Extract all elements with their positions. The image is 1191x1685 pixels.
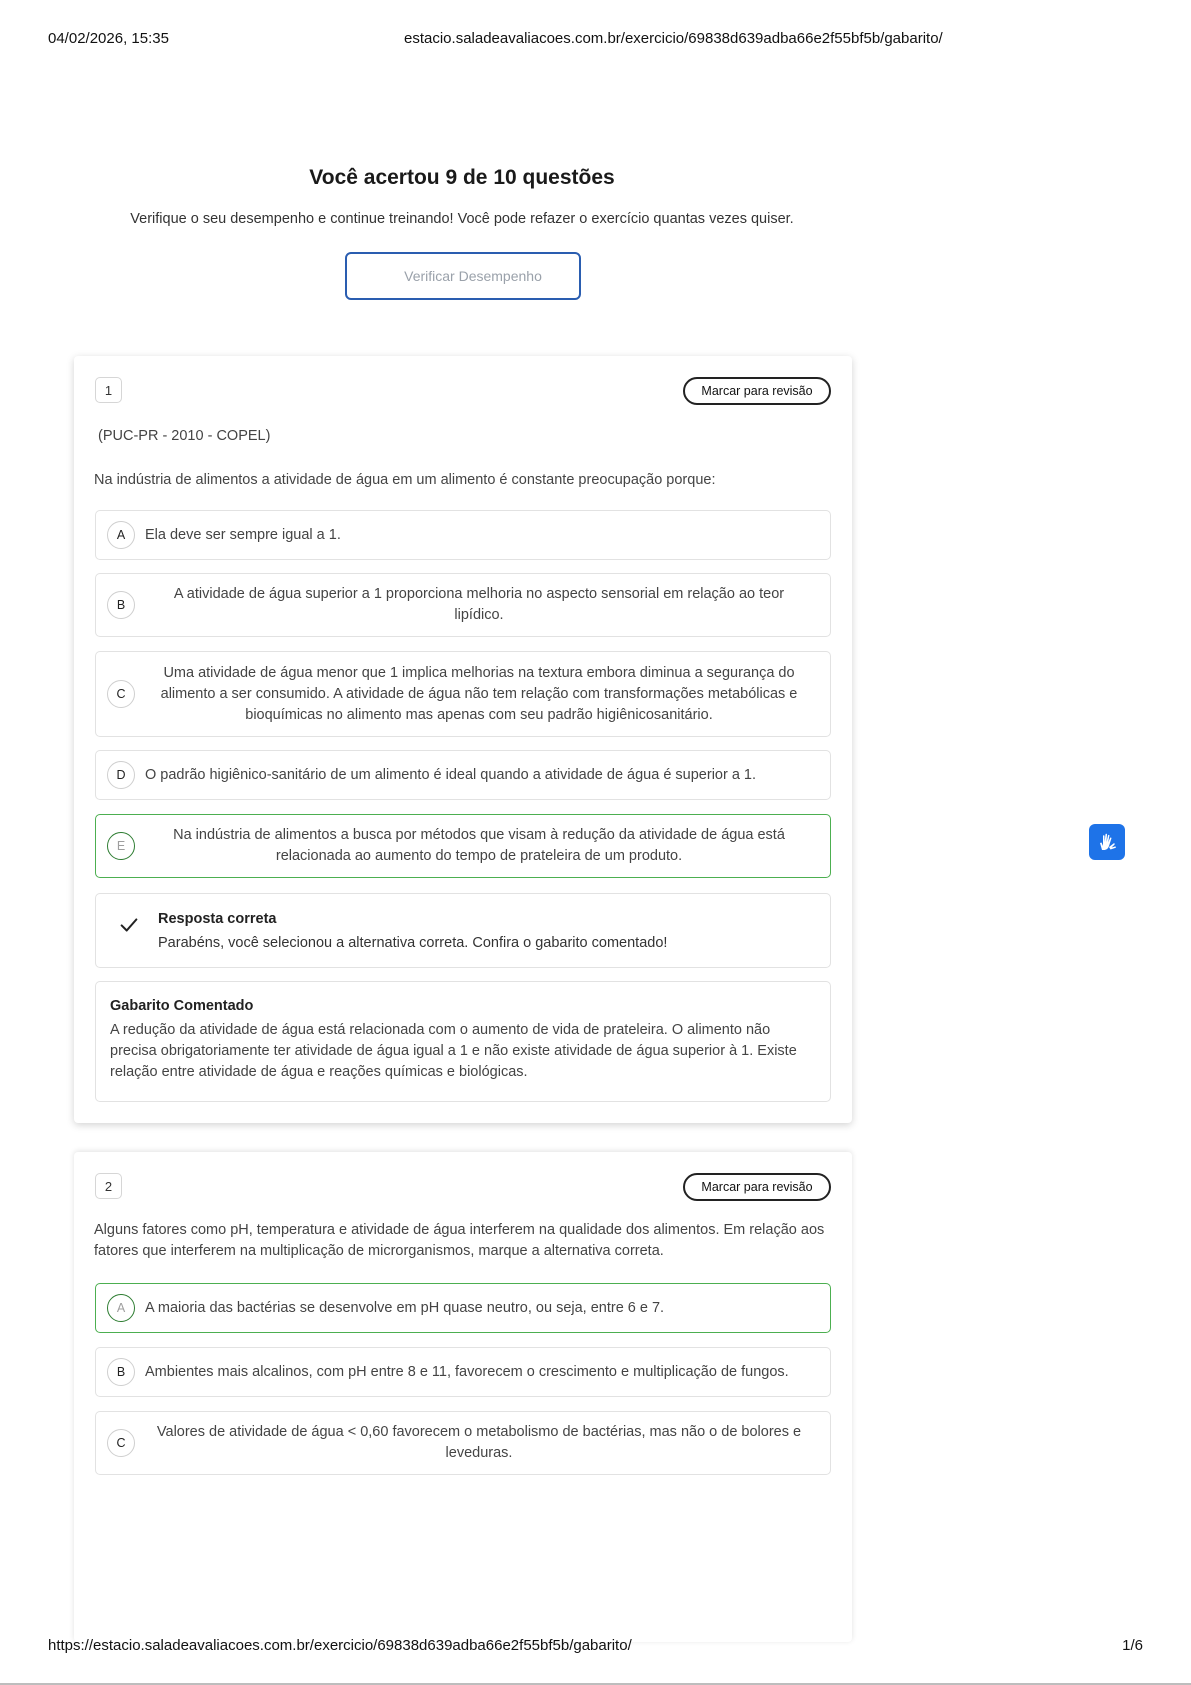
- verify-performance-button[interactable]: Verificar Desempenho: [345, 252, 581, 300]
- question-number: 2: [95, 1173, 122, 1199]
- option-letter: B: [107, 1358, 135, 1386]
- option-c[interactable]: [95, 651, 831, 737]
- question-number: 1: [95, 377, 122, 403]
- option-text: O padrão higiênico-sanitário de um alimento é ideal quando a atividade de água é superior a 1.: [145, 767, 757, 783]
- commented-answer-text: A redução da atividade de água está relacionada com o aumento de vida de prateleira. O alimento não precisa obrigatoriamente ter atividade de água igual a 1 e não existe atividade de água superior à 1. Existe relação entre atividade de água e reações químicas e biológicas.: [110, 1022, 797, 1080]
- option-text: Na indústria de alimentos a busca por métodos que visam à redução da atividade de água está relacionada ao aumento do tempo de prateleira de um produto.: [173, 827, 785, 864]
- hand-sign-language-icon: [1095, 830, 1119, 854]
- option-c[interactable]: [95, 1411, 831, 1475]
- option-letter: D: [107, 761, 135, 789]
- mark-for-review-button[interactable]: Marcar para revisão: [683, 377, 831, 405]
- option-letter: C: [107, 1429, 135, 1457]
- option-letter: A: [107, 521, 135, 549]
- print-datetime: 04/02/2026, 15:35: [48, 30, 169, 47]
- print-footer: [48, 1637, 1143, 1657]
- print-footer-url: https://estacio.saladeavaliacoes.com.br/exercicio/69838d639adba66e2f55bf5b/gabarito/: [48, 1637, 632, 1654]
- feedback-title: Resposta correta: [158, 911, 277, 927]
- mark-for-review-button[interactable]: Marcar para revisão: [683, 1173, 831, 1201]
- page-number: 1/6: [1122, 1637, 1143, 1654]
- option-text: A atividade de água superior a 1 proporciona melhoria no aspecto sensorial em relação ao teor lipídico.: [173, 586, 785, 623]
- option-text: Uma atividade de água menor que 1 implica melhorias na textura embora diminua a segurança do alimento a ser consumido. A atividade de água não tem relação com transformações metabólicas e bioquímicas no alimento mas apenas com seu padrão higiênicosanitário.: [160, 665, 798, 723]
- option-text: Ambientes mais alcalinos, com pH entre 8 e 11, favorecem o crescimento e multiplicação de fungos.: [145, 1364, 789, 1380]
- option-letter: A: [107, 1294, 135, 1322]
- print-url: estacio.saladeavaliacoes.com.br/exercicio/69838d639adba66e2f55bf5b/gabarito/: [404, 30, 943, 47]
- check-icon: [118, 914, 140, 936]
- feedback-message: Parabéns, você selecionou a alternativa correta. Confira o gabarito comentado!: [158, 935, 668, 951]
- question-text: Alguns fatores como pH, temperatura e atividade de água interferem na qualidade dos alimentos. Em relação aos fatores que interferem na multiplicação de microrganismos, marque a alternativa correta.: [94, 1222, 825, 1259]
- option-b[interactable]: [95, 573, 831, 637]
- question-card-1: [74, 356, 852, 1123]
- answer-feedback: [95, 893, 831, 968]
- option-b[interactable]: [95, 1347, 831, 1397]
- score-subtitle: Verifique o seu desempenho e continue treinando! Você pode refazer o exercício quantas vezes quiser.: [130, 211, 794, 227]
- option-d[interactable]: [95, 750, 831, 800]
- option-e[interactable]: [95, 814, 831, 878]
- option-text: A maioria das bactérias se desenvolve em pH quase neutro, ou seja, entre 6 e 7.: [145, 1300, 665, 1316]
- option-a[interactable]: [95, 510, 831, 560]
- commented-answer: [95, 981, 831, 1102]
- question-text: Na indústria de alimentos a atividade de água em um alimento é constante preocupação porque:: [94, 472, 716, 488]
- option-text: Ela deve ser sempre igual a 1.: [145, 527, 341, 543]
- option-a[interactable]: [95, 1283, 831, 1333]
- commented-answer-title: Gabarito Comentado: [110, 998, 254, 1014]
- option-letter: B: [107, 591, 135, 619]
- option-text: Valores de atividade de água < 0,60 favorecem o metabolismo de bactérias, mas não o de bolores e leveduras.: [156, 1424, 802, 1461]
- score-title: Você acertou 9 de 10 questões: [309, 166, 615, 189]
- question-source: (PUC-PR - 2010 - COPEL): [98, 428, 271, 444]
- option-letter: C: [107, 680, 135, 708]
- question-card-2: [74, 1152, 852, 1642]
- option-letter: E: [107, 832, 135, 860]
- accessibility-button[interactable]: [1089, 824, 1125, 860]
- print-header: [48, 30, 1143, 50]
